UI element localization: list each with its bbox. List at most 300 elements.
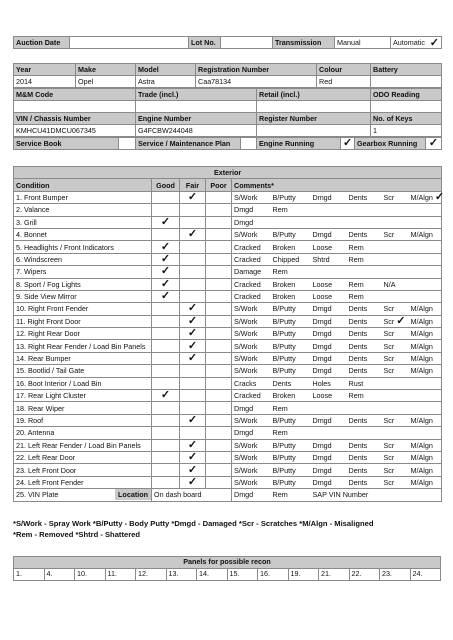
battery-value[interactable] — [371, 76, 442, 88]
recon-panel-number: 13. — [166, 568, 197, 580]
comment-option[interactable] — [311, 340, 347, 352]
vin-plate-comment-sap[interactable]: SAP VIN Number — [311, 489, 442, 501]
service-plan-checkbox[interactable] — [241, 138, 257, 150]
comment-option[interactable] — [311, 402, 347, 414]
comment-option[interactable] — [271, 439, 311, 451]
rating-fair-cell[interactable] — [180, 191, 206, 203]
rating-good-cell[interactable] — [152, 315, 180, 327]
comment-option[interactable] — [232, 216, 271, 228]
comment-option[interactable] — [271, 315, 311, 327]
comment-option[interactable] — [311, 303, 347, 315]
comment-text: Dents — [348, 304, 368, 314]
model-value[interactable]: Astra — [136, 76, 196, 88]
comment-option[interactable] — [409, 253, 442, 265]
recon-panel-number: 10. — [75, 568, 106, 580]
comment-option[interactable] — [311, 241, 347, 253]
rating-good-cell[interactable] — [152, 414, 180, 426]
comment-option[interactable] — [311, 365, 347, 377]
rating-fair-cell[interactable] — [180, 328, 206, 340]
year-value[interactable]: 2014 — [14, 76, 76, 88]
rating-poor-cell[interactable] — [206, 253, 232, 265]
comment-option[interactable] — [382, 439, 409, 451]
rating-good-cell[interactable] — [152, 228, 180, 240]
comment-text: Cracks — [234, 378, 257, 388]
comment-option[interactable] — [382, 390, 409, 402]
check-icon: ✓ — [187, 327, 198, 340]
recon-panel-number: 1. — [14, 568, 45, 580]
comment-option[interactable] — [232, 377, 271, 389]
comment-option[interactable] — [347, 228, 382, 240]
odo-field[interactable] — [371, 101, 442, 113]
rating-poor-cell[interactable] — [206, 464, 232, 476]
exterior-row — [14, 191, 442, 203]
comment-text: S/Work — [234, 230, 258, 240]
rating-fair-cell[interactable] — [180, 439, 206, 451]
comment-option[interactable] — [271, 328, 311, 340]
comment-option[interactable] — [311, 414, 347, 426]
comment-option[interactable] — [409, 352, 442, 364]
comment-option[interactable] — [382, 451, 409, 463]
rating-poor-cell[interactable] — [206, 290, 232, 302]
manual-option[interactable] — [335, 37, 391, 49]
vin-plate-comment-dmgd[interactable]: Dmgd — [232, 489, 271, 501]
rating-poor-cell[interactable] — [206, 278, 232, 290]
comment-option[interactable] — [382, 253, 409, 265]
comment-option[interactable] — [311, 427, 347, 439]
rating-good-cell[interactable] — [152, 390, 180, 402]
comment-option[interactable] — [382, 340, 409, 352]
rating-poor-cell[interactable] — [206, 216, 232, 228]
comment-option[interactable] — [382, 228, 409, 240]
comment-text: S/Work — [234, 329, 258, 339]
comment-option[interactable] — [382, 204, 409, 216]
recon-panel-number: 4. — [44, 568, 75, 580]
comment-option[interactable] — [232, 266, 271, 278]
comment-text: Scr — [383, 453, 395, 463]
comment-text: Rem — [348, 292, 364, 302]
rating-fair-cell[interactable] — [180, 414, 206, 426]
comment-text: Scr — [383, 465, 395, 475]
rating-poor-cell[interactable] — [206, 451, 232, 463]
comment-option[interactable] — [409, 390, 442, 402]
exterior-row — [14, 439, 442, 451]
comment-option[interactable] — [347, 328, 382, 340]
comment-option[interactable] — [347, 315, 382, 327]
rating-good-cell[interactable] — [152, 476, 180, 488]
rating-poor-cell[interactable] — [206, 204, 232, 216]
recon-panel-number: 14. — [197, 568, 228, 580]
comment-option[interactable] — [311, 266, 347, 278]
comment-option[interactable] — [347, 352, 382, 364]
comment-text: Scr — [383, 304, 395, 314]
comment-option[interactable] — [382, 290, 409, 302]
rating-fair-cell[interactable] — [180, 352, 206, 364]
comment-option[interactable] — [271, 427, 311, 439]
vin-plate-comment-rem[interactable]: Rem — [271, 489, 311, 501]
rating-good-cell[interactable] — [152, 377, 180, 389]
comment-option[interactable] — [271, 303, 311, 315]
comment-option[interactable] — [232, 241, 271, 253]
exterior-row — [14, 290, 442, 302]
comment-option[interactable] — [271, 290, 311, 302]
rating-poor-cell[interactable] — [206, 377, 232, 389]
rating-poor-cell[interactable] — [206, 365, 232, 377]
condition-label: 15. Bootlid / Tail Gate — [14, 365, 152, 377]
comment-option[interactable] — [382, 427, 409, 439]
comment-option[interactable] — [311, 377, 347, 389]
comment-option[interactable] — [409, 216, 442, 228]
comment-text: Dmgd — [312, 354, 332, 364]
condition-label: 11. Right Front Door — [14, 315, 152, 327]
comment-option[interactable] — [232, 390, 271, 402]
rating-good-cell[interactable] — [152, 340, 180, 352]
comment-option[interactable] — [409, 190, 445, 203]
rating-poor-cell[interactable] — [206, 228, 232, 240]
engine-number-value[interactable]: G4FCBW244048 — [136, 125, 257, 137]
comment-option[interactable] — [232, 365, 271, 377]
comment-option[interactable] — [347, 266, 382, 278]
exterior-row — [14, 204, 442, 216]
comment-option[interactable] — [347, 253, 382, 265]
comment-option[interactable] — [311, 315, 347, 327]
vin-value[interactable]: KMHCU41DMCU067345 — [14, 125, 136, 137]
comment-option[interactable] — [232, 340, 271, 352]
retail-field[interactable] — [257, 101, 371, 113]
comment-option[interactable] — [311, 390, 347, 402]
comment-option[interactable] — [271, 228, 311, 240]
engine-running-checkbox[interactable] — [341, 138, 355, 150]
comment-text: Chipped — [272, 254, 300, 264]
rating-poor-cell[interactable] — [206, 476, 232, 488]
rating-good-cell[interactable] — [152, 427, 180, 439]
comment-option[interactable] — [347, 278, 382, 290]
comment-option[interactable] — [347, 340, 382, 352]
comment-option[interactable] — [382, 191, 409, 203]
good-header: Good — [152, 179, 180, 191]
comment-option[interactable] — [409, 340, 442, 352]
comment-option[interactable] — [232, 352, 271, 364]
comment-option[interactable] — [347, 390, 382, 402]
rating-poor-cell[interactable] — [206, 390, 232, 402]
comment-option[interactable] — [232, 278, 271, 290]
comment-option[interactable] — [347, 439, 382, 451]
comment-option[interactable] — [382, 352, 409, 364]
comment-option[interactable] — [409, 427, 442, 439]
keys-value[interactable]: 1 — [371, 125, 442, 137]
rating-good-cell[interactable] — [152, 266, 180, 278]
rating-fair-cell[interactable] — [180, 365, 206, 377]
check-icon: ✓ — [187, 414, 198, 426]
condition-label: 23. Left Front Door — [14, 464, 152, 476]
comment-option[interactable] — [311, 476, 347, 488]
rating-good-cell[interactable] — [152, 191, 180, 203]
comment-option[interactable] — [382, 365, 409, 377]
comment-option[interactable] — [409, 377, 442, 389]
rating-poor-cell[interactable] — [206, 315, 232, 327]
rating-poor-cell[interactable] — [206, 352, 232, 364]
comment-option[interactable] — [232, 191, 271, 203]
comment-option[interactable] — [271, 204, 311, 216]
comment-text: Broken — [272, 242, 296, 252]
comment-option[interactable] — [347, 241, 382, 253]
comment-option[interactable] — [347, 414, 382, 426]
comment-option[interactable] — [409, 278, 442, 290]
rating-poor-cell[interactable] — [206, 427, 232, 439]
exterior-row — [14, 253, 442, 265]
comment-option[interactable] — [409, 290, 442, 302]
comment-option[interactable] — [347, 451, 382, 463]
rating-fair-cell[interactable] — [180, 290, 206, 302]
year-label: Year — [14, 64, 76, 76]
rating-good-cell[interactable] — [152, 464, 180, 476]
comment-option[interactable] — [409, 266, 442, 278]
vin-plate-row — [14, 489, 442, 501]
rating-poor-cell[interactable] — [206, 340, 232, 352]
comment-text: Dmgd — [312, 316, 332, 326]
trade-field[interactable] — [136, 101, 257, 113]
rating-poor-cell[interactable] — [206, 303, 232, 315]
comment-option[interactable] — [232, 464, 271, 476]
comment-option[interactable] — [409, 414, 442, 426]
comment-text: Scr — [383, 192, 395, 202]
comment-text: S/Work — [234, 416, 258, 425]
poor-header: Poor — [206, 179, 232, 191]
rating-good-cell[interactable] — [152, 451, 180, 463]
comment-option[interactable] — [409, 315, 442, 327]
rating-poor-cell[interactable] — [206, 191, 232, 203]
condition-label: 2. Valance — [14, 204, 152, 216]
comment-option[interactable] — [232, 303, 271, 315]
rating-good-cell[interactable] — [152, 439, 180, 451]
rating-fair-cell[interactable] — [180, 340, 206, 352]
rating-fair-cell[interactable] — [180, 451, 206, 463]
comment-option[interactable] — [311, 216, 347, 228]
comment-option[interactable] — [382, 278, 409, 290]
comment-text: S/Work — [234, 477, 258, 487]
check-icon: ✓ — [160, 290, 171, 303]
rating-fair-cell[interactable] — [180, 476, 206, 488]
rating-fair-cell[interactable] — [180, 228, 206, 240]
comment-text: S/Work — [234, 440, 258, 450]
comment-option[interactable] — [409, 241, 442, 253]
rating-good-cell[interactable] — [152, 278, 180, 290]
rating-fair-cell[interactable] — [180, 204, 206, 216]
vin-plate-location[interactable]: On dash board — [152, 489, 232, 501]
comment-option[interactable] — [232, 204, 271, 216]
rating-good-cell[interactable] — [152, 303, 180, 315]
comment-option[interactable] — [382, 377, 409, 389]
rating-good-cell[interactable] — [152, 253, 180, 265]
rating-good-cell[interactable] — [152, 328, 180, 340]
comment-option[interactable] — [311, 352, 347, 364]
colour-value[interactable]: Red — [317, 76, 371, 88]
comment-option[interactable] — [347, 427, 382, 439]
comment-option[interactable] — [311, 464, 347, 476]
rating-fair-cell[interactable] — [180, 464, 206, 476]
comment-option[interactable] — [232, 414, 271, 426]
rating-fair-cell[interactable] — [180, 315, 206, 327]
comment-option[interactable] — [232, 451, 271, 463]
auction-date-label: Auction Date — [14, 37, 70, 49]
register-number-value[interactable] — [257, 125, 371, 137]
comment-option[interactable] — [232, 402, 271, 414]
rating-good-cell[interactable] — [152, 204, 180, 216]
rating-fair-cell[interactable] — [180, 278, 206, 290]
comment-option[interactable] — [232, 228, 271, 240]
comment-option[interactable] — [271, 253, 311, 265]
abbreviation-legend — [13, 518, 441, 540]
legend-line-2: *Rem - Removed *Shtrd - Shattered — [13, 529, 141, 539]
automatic-option[interactable] — [391, 37, 442, 49]
rating-good-cell[interactable] — [152, 402, 180, 414]
rating-fair-cell[interactable] — [180, 377, 206, 389]
check-icon: ✓ — [187, 339, 198, 352]
condition-label: 22. Left Rear Door — [14, 451, 152, 463]
comment-option[interactable] — [409, 228, 442, 240]
rating-fair-cell[interactable] — [180, 253, 206, 265]
comment-text: Scr — [383, 477, 395, 487]
comment-option[interactable] — [347, 290, 382, 302]
comment-option[interactable] — [271, 414, 311, 426]
location-label: Location — [115, 489, 151, 500]
comment-option[interactable] — [382, 414, 409, 426]
comment-option[interactable] — [232, 427, 271, 439]
comment-option[interactable] — [232, 328, 271, 340]
rating-good-cell[interactable] — [152, 241, 180, 253]
comment-option[interactable] — [409, 328, 442, 340]
comment-option[interactable] — [409, 451, 442, 463]
comment-option[interactable] — [409, 204, 442, 216]
comment-option[interactable] — [232, 476, 271, 488]
comment-option[interactable] — [347, 476, 382, 488]
comment-option[interactable] — [271, 340, 311, 352]
comment-option[interactable] — [382, 402, 409, 414]
condition-label: 18. Rear Wiper — [14, 402, 152, 414]
comment-option[interactable] — [311, 451, 347, 463]
comment-option[interactable] — [347, 377, 382, 389]
rating-fair-cell[interactable] — [180, 241, 206, 253]
comment-option[interactable] — [232, 439, 271, 451]
comment-option[interactable] — [382, 241, 409, 253]
rating-fair-cell[interactable] — [180, 402, 206, 414]
comment-option[interactable] — [271, 464, 311, 476]
comment-option[interactable] — [232, 290, 271, 302]
comment-option[interactable] — [271, 191, 311, 203]
comment-option[interactable] — [311, 253, 347, 265]
recon-panels-row — [14, 568, 441, 580]
comment-option[interactable] — [271, 216, 311, 228]
comment-option[interactable] — [409, 476, 442, 488]
comment-text: Dents — [348, 477, 368, 487]
comment-text: B/Putty — [272, 440, 296, 450]
comment-text: Dents — [348, 465, 368, 475]
comment-option[interactable] — [271, 390, 311, 402]
rating-poor-cell[interactable] — [206, 414, 232, 426]
comment-option[interactable] — [409, 303, 442, 315]
comment-option[interactable] — [382, 303, 409, 315]
comment-text: B/Putty — [272, 477, 296, 487]
comment-option[interactable] — [382, 266, 409, 278]
rating-poor-cell[interactable] — [206, 402, 232, 414]
rating-fair-cell[interactable] — [180, 427, 206, 439]
comment-option[interactable] — [311, 290, 347, 302]
lot-no-field[interactable] — [221, 37, 273, 49]
comment-text: B/Putty — [272, 192, 296, 202]
rating-good-cell[interactable] — [152, 365, 180, 377]
rating-good-cell[interactable] — [152, 290, 180, 302]
comment-option[interactable] — [232, 253, 271, 265]
comment-option[interactable] — [409, 464, 442, 476]
comment-option[interactable] — [232, 315, 271, 327]
gearbox-running-checkbox[interactable] — [426, 138, 442, 150]
rating-poor-cell[interactable] — [206, 328, 232, 340]
make-label: Make — [76, 64, 136, 76]
comment-option[interactable] — [271, 365, 311, 377]
comment-option[interactable] — [311, 278, 347, 290]
rating-fair-cell[interactable] — [180, 303, 206, 315]
condition-label: 12. Right Rear Door — [14, 328, 152, 340]
comment-option[interactable] — [347, 365, 382, 377]
comment-option[interactable] — [311, 328, 347, 340]
rating-good-cell[interactable] — [152, 352, 180, 364]
comment-option[interactable] — [347, 204, 382, 216]
comment-option[interactable] — [311, 204, 347, 216]
comment-option[interactable] — [271, 278, 311, 290]
comment-option[interactable] — [311, 191, 347, 203]
comment-option[interactable] — [409, 439, 442, 451]
comment-option[interactable] — [382, 464, 409, 476]
comment-option[interactable] — [347, 303, 382, 315]
comment-option[interactable] — [382, 328, 409, 340]
comment-option[interactable] — [271, 402, 311, 414]
comment-option[interactable] — [271, 266, 311, 278]
registration-value[interactable]: Caa78134 — [196, 76, 317, 88]
auction-date-field[interactable] — [70, 37, 189, 49]
comment-option[interactable] — [347, 216, 382, 228]
comment-option[interactable] — [271, 476, 311, 488]
rating-poor-cell[interactable] — [206, 266, 232, 278]
comment-option[interactable] — [409, 402, 442, 414]
comment-option[interactable] — [271, 352, 311, 364]
comment-option[interactable] — [409, 365, 442, 377]
rating-poor-cell[interactable] — [206, 241, 232, 253]
rating-poor-cell[interactable] — [206, 439, 232, 451]
comment-option[interactable] — [382, 315, 409, 327]
service-book-checkbox[interactable] — [119, 138, 136, 150]
condition-label: 13. Right Rear Fender / Load Bin Panels — [14, 340, 152, 352]
make-value[interactable]: Opel — [76, 76, 136, 88]
mm-code-field[interactable] — [14, 101, 136, 113]
comment-option[interactable] — [347, 464, 382, 476]
comment-text: M/Algn — [410, 316, 433, 326]
rating-fair-cell[interactable] — [180, 390, 206, 402]
rating-fair-cell[interactable] — [180, 216, 206, 228]
comment-option[interactable] — [311, 439, 347, 451]
rating-good-cell[interactable] — [152, 216, 180, 228]
comment-option[interactable] — [271, 451, 311, 463]
comment-option[interactable] — [382, 476, 409, 488]
comment-option[interactable] — [347, 191, 382, 203]
comment-option[interactable] — [382, 216, 409, 228]
odo-label: ODO Reading — [371, 89, 442, 101]
comment-option[interactable] — [271, 241, 311, 253]
comment-option[interactable] — [347, 402, 382, 414]
rating-fair-cell[interactable] — [180, 266, 206, 278]
comment-text: Cracked — [234, 279, 261, 289]
comment-text: B/Putty — [272, 341, 296, 351]
comment-option[interactable] — [311, 228, 347, 240]
comment-option[interactable] — [271, 377, 311, 389]
